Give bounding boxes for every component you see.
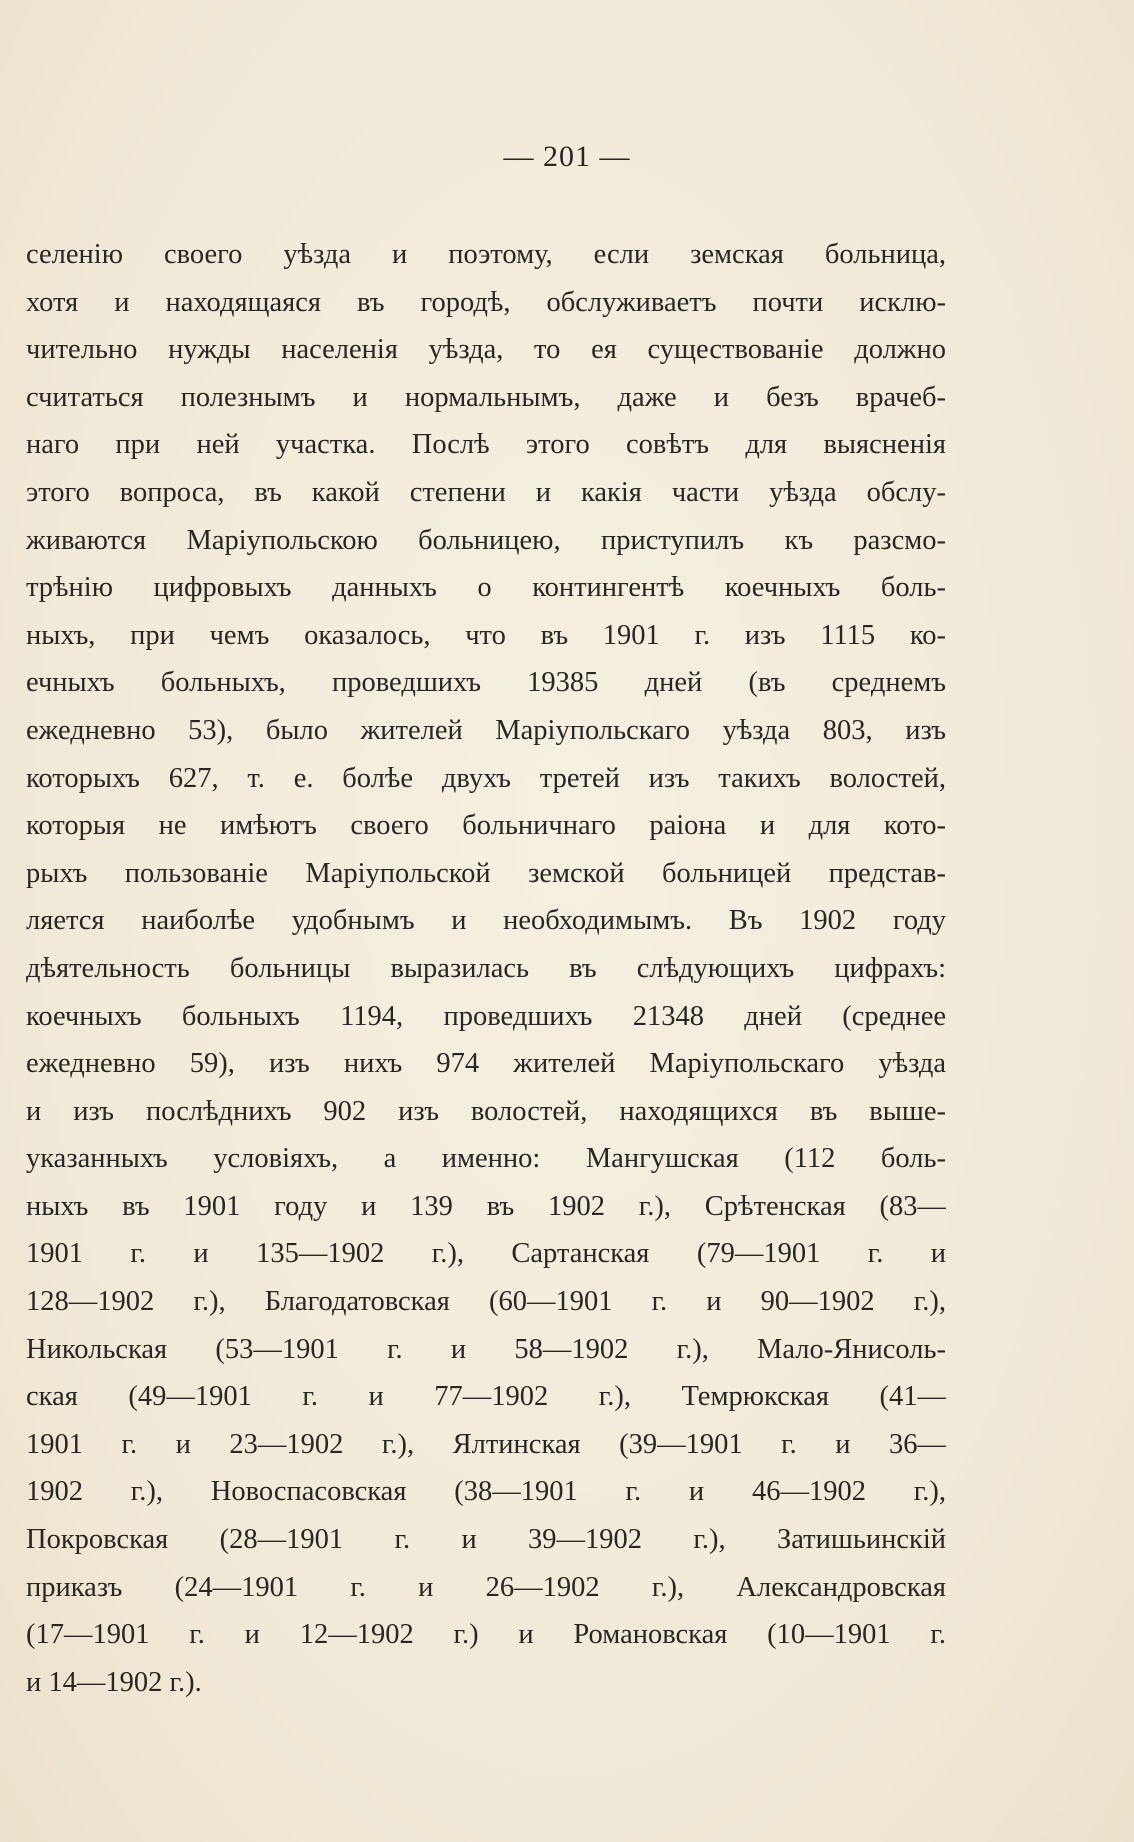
text-line: ныхъ въ 1901 году и 139 въ 1902 г.), Срѣтенская (83—: [26, 1190, 946, 1222]
text-line: которыхъ 627, т. е. болѣе двухъ третей изъ такихъ волостей,: [26, 762, 946, 794]
text-line: ечныхъ больныхъ, проведшихъ 19385 дней (въ среднемъ: [26, 667, 946, 699]
text-line: наго при ней участка. Послѣ этого совѣтъ для выясненія: [26, 429, 946, 461]
text-line: и 14—1902 г.).: [26, 1666, 202, 1698]
text-line: ская (49—1901 г. и 77—1902 г.), Темрюкская (41—: [26, 1381, 946, 1413]
text-line: селенію своего уѣзда и поэтому, если земская больница,: [26, 239, 946, 270]
page-number: — 201 —: [503, 140, 631, 173]
text-line: Никольская (53—1901 г. и 58—1902 г.), Мало-Янисоль-: [26, 1333, 946, 1365]
body-text: [26, 231, 946, 1706]
text-line: считаться полезнымъ и нормальнымъ, даже и безъ врачеб-: [26, 381, 946, 413]
text-line: приказъ (24—1901 г. и 26—1902 г.), Александровская: [26, 1571, 946, 1603]
text-line: трѣнію цифровыхъ данныхъ о контингентѣ коечныхъ боль-: [26, 572, 946, 604]
text-line: дѣятельность больницы выразилась въ слѣдующихъ цифрахъ:: [26, 952, 946, 984]
text-line: указанныхъ условіяхъ, а именно: Мангушская (112 боль-: [26, 1143, 946, 1175]
text-line: рыхъ пользованіе Маріупольской земской больницей представ-: [26, 857, 946, 889]
text-line: 1901 г. и 23—1902 г.), Ялтинская (39—1901 г. и 36—: [26, 1428, 946, 1460]
text-line: живаются Маріупольскою больницею, приступилъ къ разсмо-: [26, 524, 946, 556]
text-line: ежедневно 53), было жителей Маріупольскаго уѣзда 803, изъ: [26, 714, 946, 746]
text-line: 128—1902 г.), Благодатовская (60—1901 г. и 90—1902 г.),: [26, 1286, 946, 1318]
text-line: коечныхъ больныхъ 1194, проведшихъ 21348 дней (среднее: [26, 1000, 946, 1032]
text-line: которыя не имѣютъ своего больничнаго раіона и для кото-: [26, 810, 946, 842]
text-line: ежедневно 59), изъ нихъ 974 жителей Маріупольскаго уѣзда: [26, 1048, 946, 1080]
text-line: 1902 г.), Новоспасовская (38—1901 г. и 46—1902 г.),: [26, 1476, 946, 1508]
text-line: ныхъ, при чемъ оказалось, что въ 1901 г. изъ 1115 ко-: [26, 619, 946, 651]
text-line: (17—1901 г. и 12—1902 г.) и Романовская (10—1901 г.: [26, 1619, 946, 1651]
text-line: Покровская (28—1901 г. и 39—1902 г.), Затишьинскій: [26, 1524, 946, 1556]
text-line: чительно нужды населенія уѣзда, то ея существованіе должно: [26, 334, 946, 366]
text-line: 1901 г. и 135—1902 г.), Сартанская (79—1901 г. и: [26, 1238, 946, 1270]
text-line: этого вопроса, въ какой степени и какія части уѣзда обслу-: [26, 476, 946, 508]
text-line: хотя и находящаяся въ городѣ, обслуживаетъ почти исклю-: [26, 286, 946, 318]
text-line: и изъ послѣднихъ 902 изъ волостей, находящихся въ выше-: [26, 1095, 946, 1127]
text-line: ляется наиболѣе удобнымъ и необходимымъ. Въ 1902 году: [26, 905, 946, 937]
